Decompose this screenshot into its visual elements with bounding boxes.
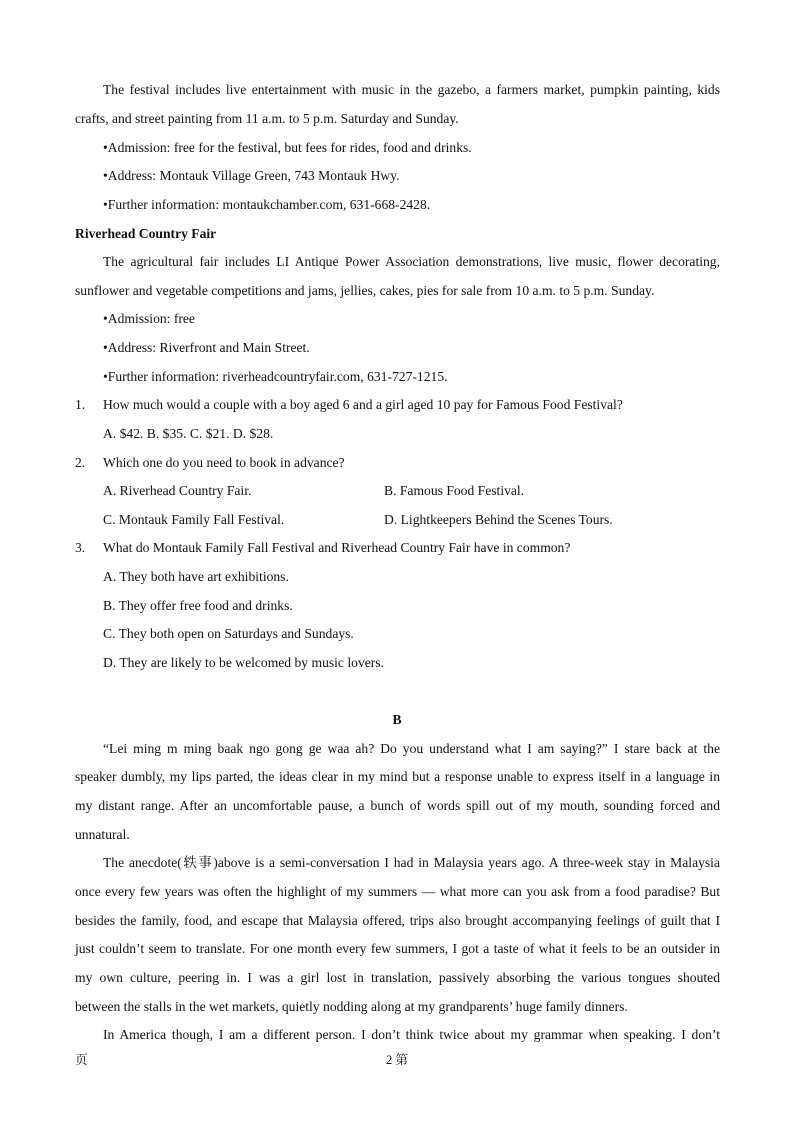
passage-b-p2-line-1: The anecdote(轶事)above is a semi-conversation I had in Malaysia years ago. A three-week stay in Malaysia (103, 855, 720, 870)
riverhead-paragraph-line-1: The agricultural fair includes LI Antique Power Association demonstrations, live music, flower decorating, (103, 254, 720, 269)
passage-b-p3-line-1: In America though, I am a different person. I don’t think twice about my grammar when speaking. I don’t (103, 1027, 720, 1042)
question-3-option-a: A. They both have art exhibitions. (103, 569, 289, 584)
question-3-option-c: C. They both open on Saturdays and Sundays. (103, 626, 354, 641)
question-2-option-c: C. Montauk Family Fall Festival. (103, 512, 285, 527)
passage-b-p2-line-3: besides the family, food, and escape that Malaysia offered, trips also brought accompanying feelings of guilt that I (75, 913, 720, 928)
question-3-number: 3. (75, 540, 86, 555)
question-2-option-b: B. Famous Food Festival. (384, 483, 525, 498)
question-2-option-a: A. Riverhead Country Fair. (103, 483, 252, 498)
passage-b-p1-line-3: my distant range. After an uncomfortable pause, a bunch of words spill out of my mouth, sounding forced and (75, 798, 720, 813)
passage-b-p1-line-2: speaker dumbly, my lips parted, the ideas clear in my mind but a response unable to express itself in a language in (75, 769, 720, 784)
question-2-option-d: D. Lightkeepers Behind the Scenes Tours. (384, 512, 613, 527)
riverhead-paragraph-line-2: sunflower and vegetable competitions and jams, jellies, cakes, pies for sale from 10 a.m. to 5 p.m. Sunday. (75, 283, 655, 298)
question-1-stem: How much would a couple with a boy aged 6 and a girl aged 10 pay for Famous Food Festival? (103, 397, 623, 412)
montauk-admission: •Admission: free for the festival, but fees for rides, food and drinks. (103, 140, 472, 155)
footer-left-mark: 页 (75, 1053, 88, 1067)
montauk-further-info: •Further information: montaukchamber.com, 631-668-2428. (103, 197, 431, 212)
riverhead-address: •Address: Riverfront and Main Street. (103, 340, 310, 355)
riverhead-further-info: •Further information: riverheadcountryfair.com, 631-727-1215. (103, 369, 448, 384)
passage-b-p2-line-4: just couldn’t seem to translate. For one month every few summers, I got a taste of what it feels to be an outsider in (75, 941, 720, 956)
question-1-number: 1. (75, 397, 86, 412)
passage-b-p2-line-5: my own culture, peering in. I was a girl lost in translation, passively absorbing the various tongues shouted (75, 970, 720, 985)
question-2-stem: Which one do you need to book in advance? (103, 455, 345, 470)
passage-b-p1-line-4: unnatural. (75, 827, 130, 842)
question-3-option-d: D. They are likely to be welcomed by music lovers. (103, 655, 384, 670)
passage-b-p2-line-6: between the stalls in the wet markets, quietly nodding along at my grandparents’ huge family dinners. (75, 999, 628, 1014)
montauk-address: •Address: Montauk Village Green, 743 Montauk Hwy. (103, 168, 400, 183)
montauk-paragraph-line-1: The festival includes live entertainment with music in the gazebo, a farmers market, pumpkin painting, kids (103, 82, 720, 97)
page-number: 2 第 (386, 1053, 408, 1067)
passage-b-heading: B (392, 712, 402, 727)
riverhead-admission: •Admission: free (103, 311, 195, 326)
passage-b-p2-line-2: once every few years was often the highlight of my summers — what more can you ask from a food paradise? But (75, 884, 720, 899)
question-3-option-b: B. They offer free food and drinks. (103, 598, 293, 613)
question-3-stem: What do Montauk Family Fall Festival and Riverhead Country Fair have in common? (103, 540, 571, 555)
question-2-number: 2. (75, 455, 86, 470)
riverhead-heading: Riverhead Country Fair (75, 226, 217, 241)
question-1-options: A. $42. B. $35. C. $21. D. $28. (103, 426, 274, 441)
montauk-paragraph-line-2: crafts, and street painting from 11 a.m. to 5 p.m. Saturday and Sunday. (75, 111, 459, 126)
passage-b-p1-line-1: “Lei ming m ming baak ngo gong ge waa ah? Do you understand what I am saying?” I stare back at the (103, 741, 720, 756)
